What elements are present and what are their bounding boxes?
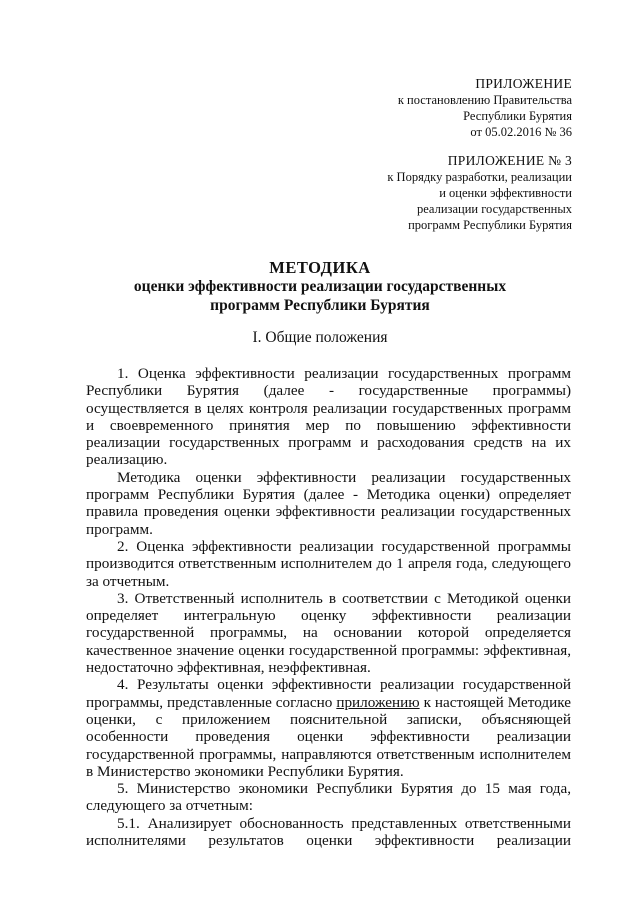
document-title-sub: оценки эффективности реализации государственных	[133, 278, 507, 295]
appendix-link[interactable]: приложению	[336, 693, 420, 711]
appendix-3-title: ПРИЛОЖЕНИЕ № 3	[447, 153, 572, 168]
appendix-line: Республики Бурятия	[463, 109, 572, 123]
appendix-title: ПРИЛОЖЕНИЕ	[475, 76, 572, 91]
paragraph: 5.1. Анализирует обоснованность представленных ответственными исполнителями результатов оценки эффективности реализации	[86, 814, 571, 850]
paragraph: 2. Оценка эффективности реализации государственной программы производится ответственным исполнителем до 1 апреля года, следующего за отчетным.	[86, 537, 571, 590]
document-title-sub: программ Республики Бурятия	[210, 297, 430, 314]
paragraph: Методика оценки эффективности реализации государственных программ Республики Бурятия (далее - Методика оценки) определяет правила проведения оценки эффективности реализации государственных программ.	[86, 468, 571, 538]
appendix-3-line: реализации государственных	[416, 202, 572, 216]
appendix-header	[398, 76, 572, 140]
appendix-3-line: к Порядку разработки, реализации	[387, 170, 572, 184]
paragraph: 3. Ответственный исполнитель в соответствии с Методикой оценки определяет интегральную оценку эффективности реализации государственной программы, на основании которой определяется качественное значение оценки государственной программы: эффективная, недостаточно эффективная, неэффективная.	[86, 589, 571, 677]
paragraph: 5. Министерство экономики Республики Бурятия до 15 мая года, следующего за отчетным:	[86, 780, 571, 815]
paragraph	[86, 676, 571, 780]
paragraph: 1. Оценка эффективности реализации государственных программ Республики Бурятия (далее - государственные программы) осуществляется в целях контроля реализации государственных программ и своевременного принятия мер по повышению эффективности реализации государственных программ и расходования средств на их реализацию.	[86, 365, 571, 469]
document-title	[0, 258, 640, 315]
document-title-main: МЕТОДИКА	[269, 258, 371, 277]
paragraph-text: 4. Результаты оценки эффективности реализации государственной программы, представленные согласно	[86, 676, 571, 711]
appendix-date: от 05.02.2016 № 36	[470, 125, 572, 139]
section-heading: I. Общие положения	[252, 329, 388, 346]
paragraph-text: к настоящей Методике оценки, с приложением пояснительной записки, объясняющей особенности проведения оценки эффективности реализации государственной программы, направляются ответственным исполнителем в Министерство экономики Республики Бурятия.	[86, 693, 571, 780]
appendix-3-line: программ Республики Бурятия	[408, 218, 572, 232]
document-body	[86, 365, 571, 849]
appendix-line: к постановлению Правительства	[397, 93, 572, 107]
appendix-3-header	[387, 153, 572, 233]
appendix-3-line: и оценки эффективности	[439, 186, 572, 200]
